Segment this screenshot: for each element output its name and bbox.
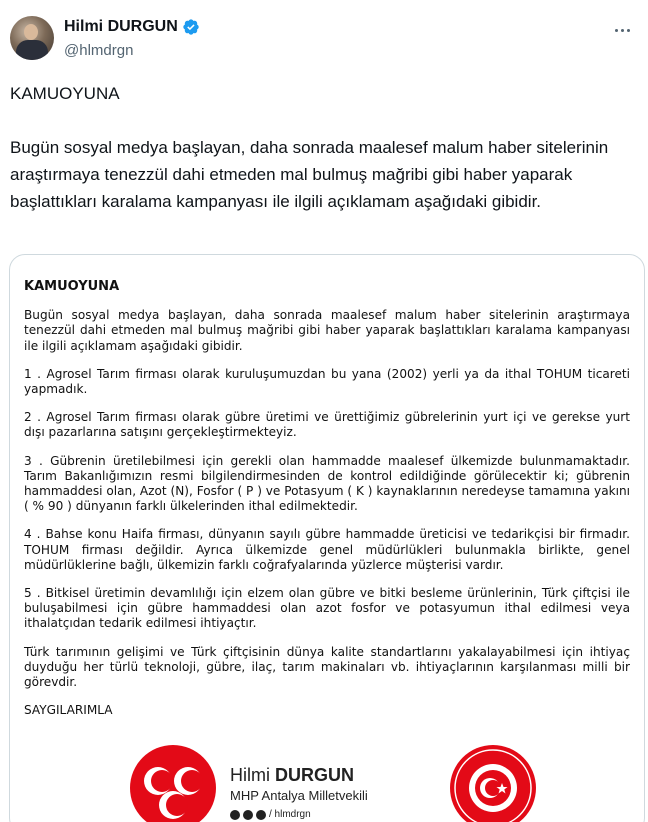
facebook-icon (256, 810, 266, 820)
banner-social (230, 809, 368, 820)
document-paragraph: 2 . Agrosel Tarım firması olarak gübre üretimi ve ürettiğimiz gübrelerinin yurt içi ve gerekse yurt dışı pazarlarına satışını gerçekleştirmekteyiz. (24, 410, 630, 440)
more-dot (615, 29, 618, 32)
banner-social-handle: / hlmdrgn (269, 809, 311, 820)
document-paragraph: 1 . Agrosel Tarım firması olarak kuruluşumuzdan bu yana (2002) yerli ya da ithal TOHUM ticareti yapmadık. (24, 366, 630, 397)
tweet-media-image[interactable] (9, 254, 645, 822)
tweet-paragraph: KAMUOYUNA (10, 84, 120, 103)
tweet-paragraph: Bugün sosyal medya başlayan, daha sonrada maalesef malum haber sitelerinin araştırmaya tenezzül dahi etmeden mal bulmuş mağribi gibi haber yaparak başlattıkları karalama kampanyası ile ilgili açıklamam aşağıdaki gibidir. (10, 138, 609, 211)
avatar-suit (16, 40, 48, 60)
banner-text (230, 765, 368, 820)
verified-badge-icon (182, 18, 200, 36)
instagram-icon (243, 810, 253, 820)
avatar[interactable] (10, 16, 54, 60)
document-paragraph: Bugün sosyal medya başlayan, daha sonrada maalesef malum haber sitelerinin araştırmaya tenezzül dahi etmeden mal bulmuş mağribi gibi haber yaparak başlattıkları karalama kampanyası ile ilgili açıklamam aşağıdaki gibidir. (24, 308, 630, 353)
document-closing: SAYGILARIMLA (24, 703, 113, 718)
tbmm-seal (450, 745, 536, 822)
document-paragraph: 4 . Bahse konu Haifa firması, dünyanın sayılı gübre hammadde üreticisi ve tedarikçisi bir firmadır. TOHUM firması değildir. Ayrıca ülkemizde genel müdürlükleri bulunmakla birlikte, genel müdürlüklerine bağlı, ülkemizin farklı coğrafyalarında yüzlerce müşterisi vardır. (24, 527, 630, 572)
more-dot (621, 29, 624, 32)
more-dot (627, 29, 630, 32)
banner-first-name: Hilmi (230, 765, 270, 785)
author-handle[interactable]: @hlmdrgn (64, 42, 134, 59)
banner-last-name: DURGUN (275, 765, 355, 785)
document-paragraph: Türk tarımının gelişimi ve Türk çiftçisinin dünya kalite standartlarını yakalayabilmesi için ihtiyaç duyduğu her türlü teknoloji, gübre, ilaç, tarım makinaları vb. ihtiyaçlarının karşılanması milli bir görevdir. (24, 644, 630, 690)
x-icon (230, 810, 240, 820)
author-name[interactable]: Hilmi DURGUN (64, 18, 178, 35)
crescents-icon (130, 745, 216, 822)
tweet-header (10, 14, 638, 66)
signature-banner (130, 745, 538, 822)
banner-role: MHP Antalya Milletvekili (230, 788, 368, 803)
document-paragraph: 3 . Gübrenin üretilebilmesi için gerekli olan hammadde maalesef ülkemizde bulunmamaktadır. Tarım Bakanlığımızın resmi bilgilendirmesinden de kontrol edildiğinde görülecektir ki; gübrenin hammaddesi olan, Azot (N), Fosfor ( P ) ve Potasyum ( K ) kaynaklarının neredeyse tamamına yakını ( % 90 ) dünyanın farklı ülkelerinden ithal edilmektedir. (24, 453, 630, 514)
author-name-row (64, 18, 200, 36)
tweet-text (10, 80, 630, 242)
statement-document (24, 279, 630, 731)
tbmm-seal-icon (450, 745, 536, 822)
document-paragraph: 5 . Bitkisel üretimin devamlılığı için elzem olan gübre ve bitki besleme ürünlerinin, Türk çiftçisi ile buluşabilmesi için gübre hammaddesi olan azot fosfor ve potasyumun ithal edilmesi veya ithalatçıdan tedarik edilmesi ihtiyaçtır. (24, 586, 630, 631)
avatar-face (24, 24, 38, 40)
banner-name (230, 765, 368, 786)
mhp-logo (130, 745, 216, 822)
document-title: KAMUOYUNA (24, 279, 120, 294)
more-options-icon[interactable] (608, 18, 636, 42)
